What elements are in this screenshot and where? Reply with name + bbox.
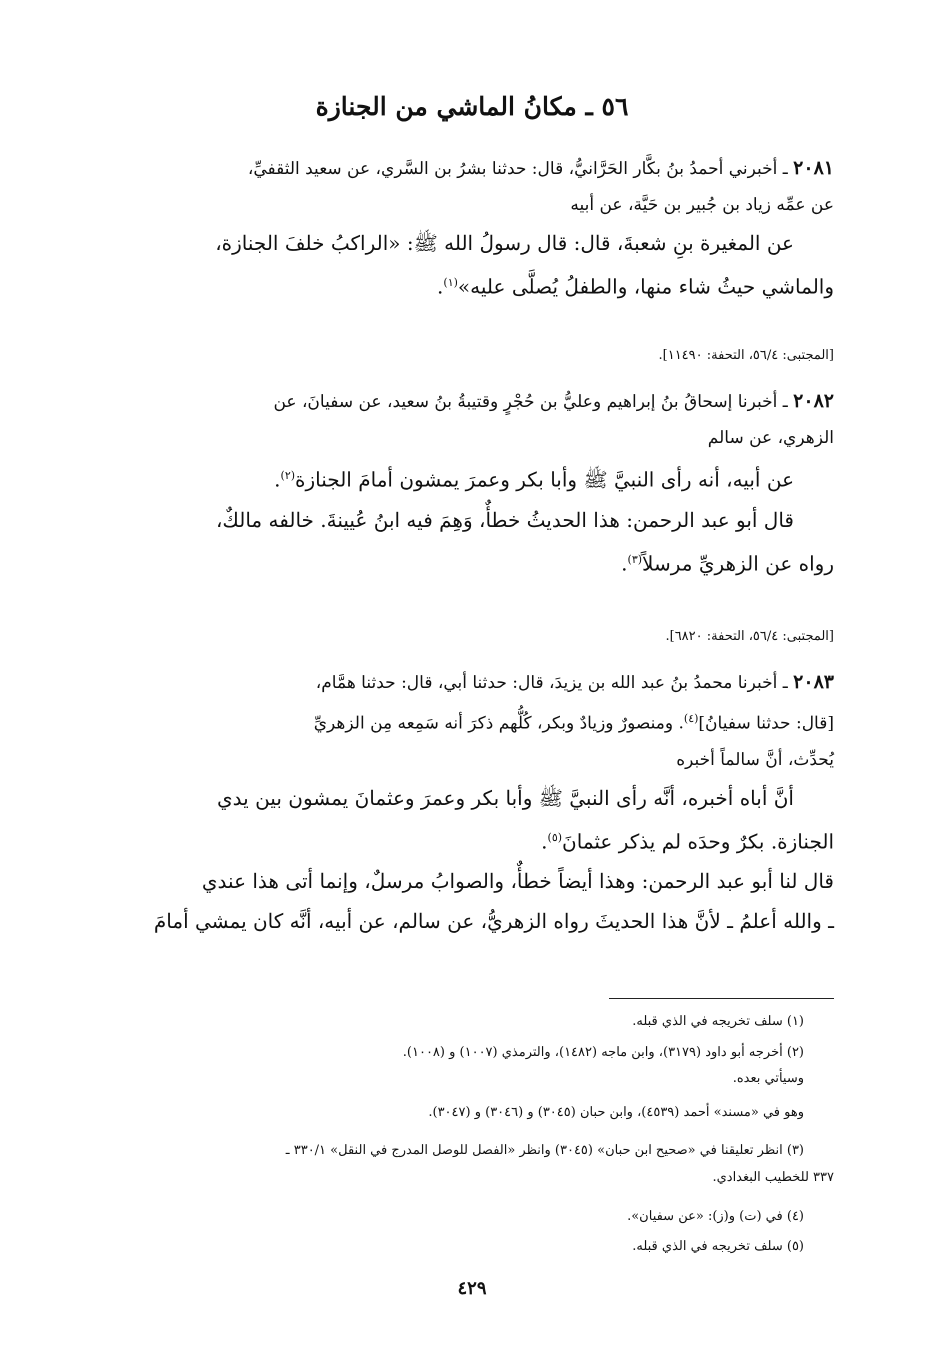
footnote: (٥) سلف تخريجه في الذي قبله. <box>632 1239 804 1254</box>
hadith-isnad: ٢٠٨٣ ـ أخبرنا محمدُ بنُ عبد الله بن يزيدَ، قال: حدثنا أبي، قال: حدثنا همَّام، <box>315 671 834 693</box>
footnote-ref[interactable]: (٢) <box>280 469 296 482</box>
footnote: (٢) أخرجه أبو داود (٣١٧٩)، وابن ماجه (١٤٨٢)، والترمذي (١٠٠٧) و (١٠٠٨). <box>402 1045 804 1060</box>
footnote-ref[interactable]: (٣) <box>627 552 643 566</box>
hadith-matn: عن المغيرة بنِ شعبةَ، قال: قال رسولُ الله ﷺ: «الراكبُ خلفَ الجنازة، <box>215 231 794 255</box>
hadith-isnad: ٢٠٨١ ـ أخبرني أحمدُ بنُ بكَّار الحَرَّانيُّ، قال: حدثنا بشرُ بن السَّري، عن سعيد الثقفيِّ، <box>247 157 834 179</box>
hadith-comment: قال أبو عبد الرحمن: هذا الحديثُ خطأٌ، وَهِمَ فيه ابنُ عُيينةَ. خالفه مالكٌ، <box>215 507 794 532</box>
hadith-isnad-line: [قال: حدثنا سفيانُ]$^{(٤)}$. ومنصورٌ وزيادٌ وبكر، كُلُّهم ذكرَ أنه سَمِعه مِن الزهريِّ <box>313 712 834 734</box>
chapter-title: ٥٦ ـ مكانُ الماشي من الجنازة <box>315 92 629 121</box>
hadith-reference: [المجتبى: ٥٦/٤، التحفة: ١١٤٩٠]. <box>658 348 834 363</box>
hadith-2082 <box>104 383 834 583</box>
hadith-matn-line: الجنازة. بكرٌ وحدَه لم يذكر عثمانَ$^{(٥)}$. <box>541 829 834 854</box>
hadith-isnad-line: عن عمِّه زياد بن جُبير بن حَيَّة، عن أبيه <box>570 195 834 215</box>
hadith-number: ٢٠٨٢ <box>793 390 834 412</box>
hadith-isnad-line: يُحدِّث، أنَّ سالماً أخبره <box>676 749 834 770</box>
hadith-matn: عن أبيه، أنه رأى النبيَّ ﷺ وأبا بكر وعمرَ يمشون أمامَ الجنازة$^{(٢)}$. <box>274 467 794 492</box>
hadith-matn-line: والماشي حيثُ شاء منها، والطفلُ يُصلَّى عليه»$^{(١)}$. <box>437 274 834 299</box>
footnote: (٣) انظر تعليقنا في «صحيح ابن حبان» (٣٠٤٥) وانظر «الفصل للوصل المدرج في النقل» ٣٣٠/١ ـ <box>285 1143 804 1158</box>
hadith-comment: قال لنا أبو عبد الرحمن: وهذا أيضاً خطأٌ، والصوابُ مرسلٌ، وإنما أتى هذا عندي <box>201 869 834 894</box>
footnote: (١) سلف تخريجه في الذي قبله. <box>632 1014 804 1029</box>
hadith-comment-line: ـ والله أعلمُ ـ لأنَّ هذا الحديثَ رواه الزهريُّ، عن سالم، عن أبيه، أنَّه كان يمشي أمامَ <box>153 909 834 934</box>
footnote-continuation: وسيأتي بعده. <box>732 1071 804 1086</box>
footnote-continuation: ٣٣٧ للخطيب البغدادي. <box>712 1170 834 1185</box>
footnote-divider <box>609 998 834 999</box>
footnote: (٤) في (ت) و(ز): «عن سفيان». <box>627 1209 804 1224</box>
hadith-matn: أنَّ أباه أخبره، أنَّه رأى النبيَّ ﷺ وأبا بكر وعمرَ وعثمانَ يمشون بين يدي <box>217 785 794 810</box>
page-number: ٤٢٩ <box>457 1278 487 1299</box>
hadith-2083 <box>104 664 834 941</box>
hadith-isnad-line: الزهري، عن سالم <box>707 428 834 448</box>
footnote-ref[interactable]: (١) <box>443 276 458 289</box>
hadith-isnad: ٢٠٨٢ ـ أخبرنا إسحاقُ بنُ إبراهيم وعليُّ بن حُجْرٍ وقتيبةُ بنُ سعيد، عن سفيانَ، عن <box>273 390 834 412</box>
hadith-number: ٢٠٨١ <box>793 157 834 179</box>
hadith-reference: [المجتبى: ٥٦/٤، التحفة: ٦٨٢٠]. <box>665 629 834 644</box>
footnote-continuation: وهو في «مسند» أحمد (٤٥٣٩)، وابن حبان (٣٠٤٥) و (٣٠٤٦) و (٣٠٤٧). <box>428 1105 804 1120</box>
footnote-ref[interactable]: (٥) <box>547 830 563 844</box>
hadith-comment-line: رواه عن الزهريِّ مرسلاً$^{(٣)}$. <box>621 551 834 576</box>
footnote-ref[interactable]: (٤) <box>683 712 699 725</box>
hadith-2081 <box>104 150 834 307</box>
hadith-number: ٢٠٨٣ <box>793 671 834 693</box>
